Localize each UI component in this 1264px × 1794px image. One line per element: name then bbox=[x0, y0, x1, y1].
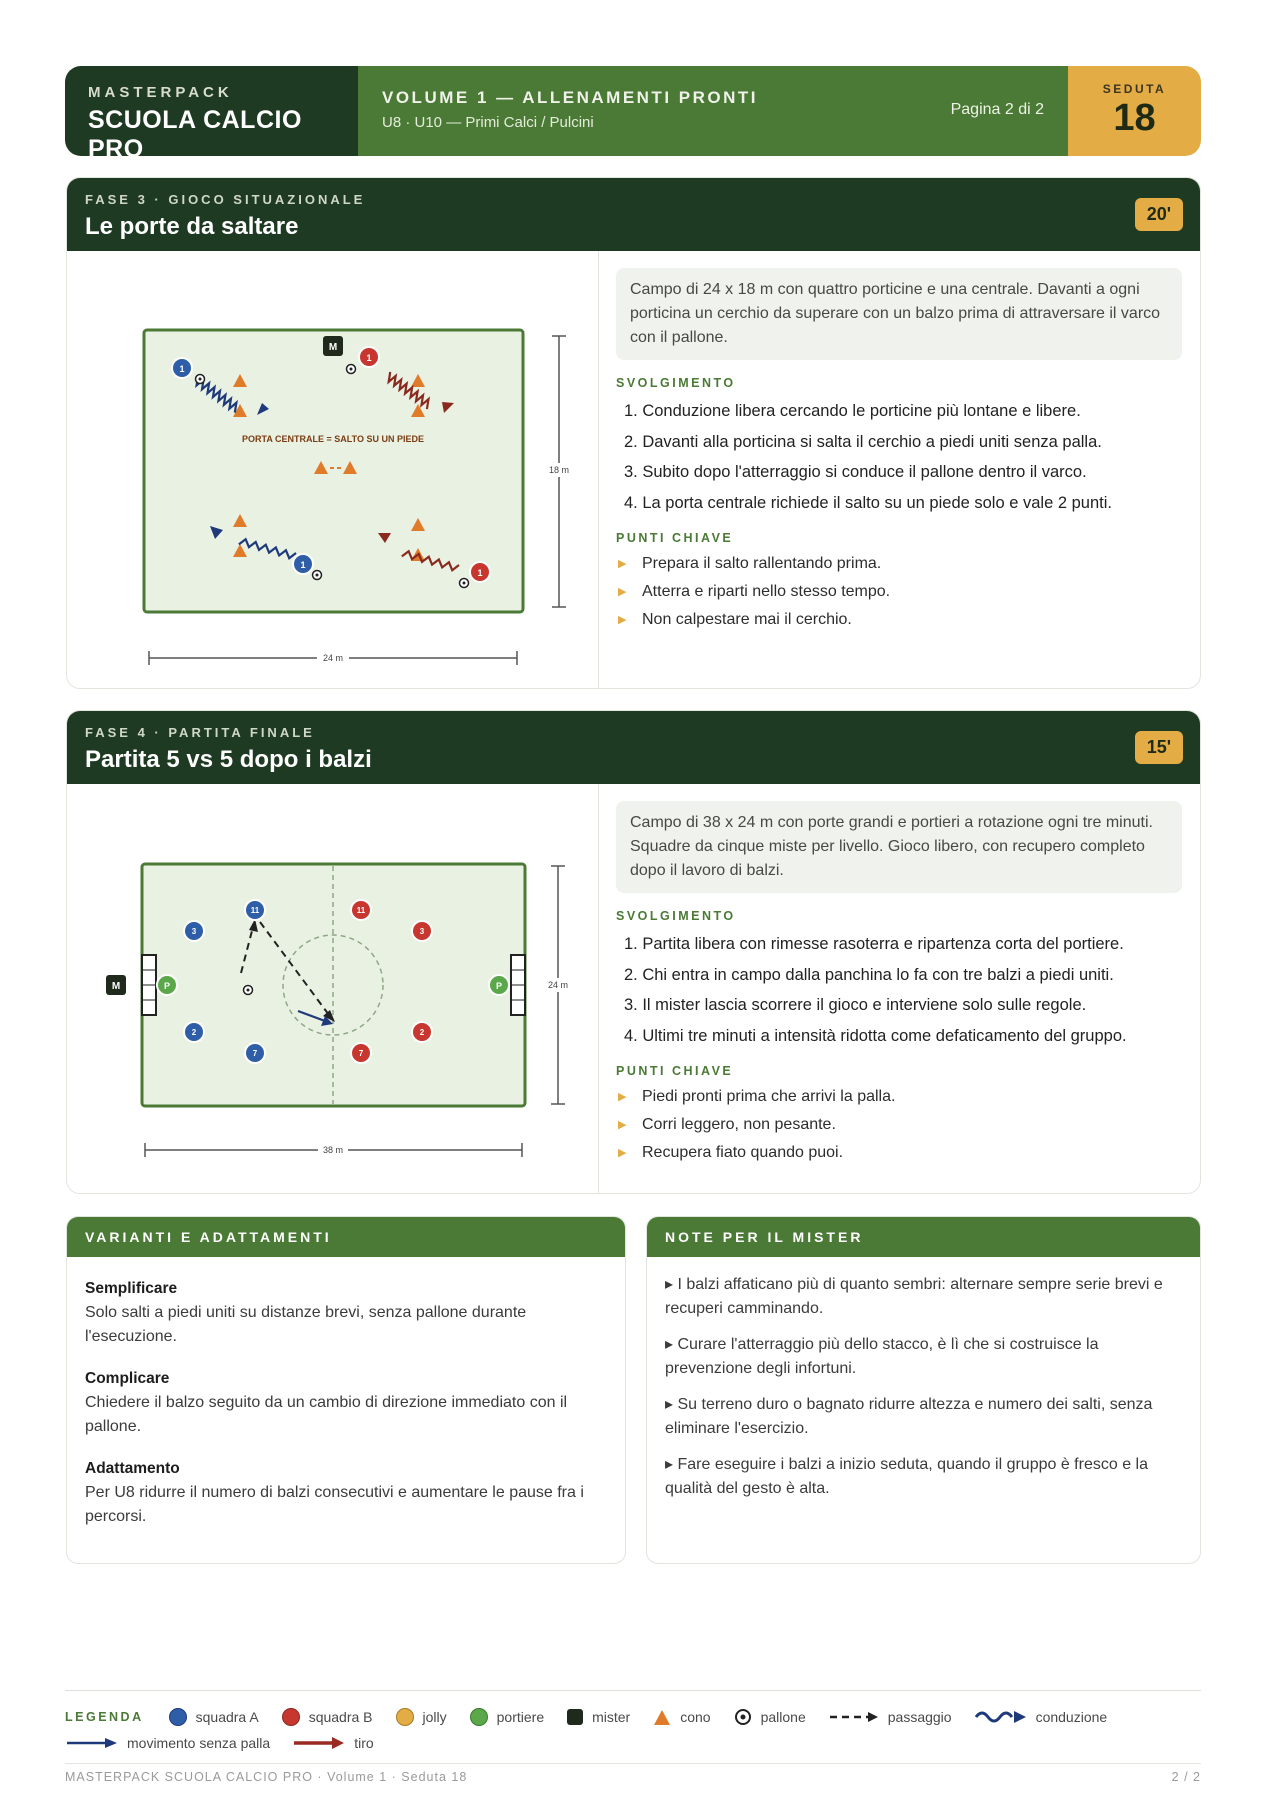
width-label: 38 m bbox=[322, 1145, 344, 1155]
variant-text: Chiedere il balzo seguito da un cambio di direzione immediato con il pallone. bbox=[85, 1394, 568, 1435]
phase-instructions bbox=[599, 251, 1200, 688]
legend-text: conduzione bbox=[1035, 1709, 1108, 1725]
height-label: 24 m bbox=[547, 980, 569, 990]
player-number: 2 bbox=[191, 1028, 197, 1037]
variant-item bbox=[85, 1367, 607, 1439]
session-label: SEDUTA bbox=[1102, 82, 1167, 96]
key-points-list bbox=[616, 550, 1182, 634]
key-point-text: Non calpestare mai il cerchio. bbox=[642, 611, 852, 628]
player-number: 7 bbox=[252, 1049, 258, 1058]
variant-text: Solo salti a piedi uniti su distanze brevi, senza pallone durante l'esecuzione. bbox=[85, 1304, 527, 1345]
player-number: 2 bbox=[419, 1028, 425, 1037]
player-number: 1 bbox=[477, 568, 483, 578]
step-item: 4. La porta centrale richiede il salto su un piede solo e vale 2 punti. bbox=[624, 493, 1112, 512]
player-number: 7 bbox=[358, 1049, 364, 1058]
variant-title: Adattamento bbox=[85, 1460, 180, 1477]
bullet-triangle-icon: ▶ bbox=[618, 1119, 627, 1131]
ball-icon bbox=[733, 1707, 753, 1727]
legend-text: cono bbox=[680, 1709, 711, 1725]
notes-heading: NOTE PER IL MISTER bbox=[647, 1217, 1200, 1257]
steps-list bbox=[616, 929, 1182, 1051]
phase-card-4 bbox=[66, 710, 1201, 1194]
coach-icon bbox=[566, 1708, 584, 1726]
team-a-icon bbox=[168, 1707, 188, 1727]
field-diagram-svg bbox=[67, 251, 599, 689]
legend-item bbox=[469, 1707, 544, 1727]
goalkeeper-label: P bbox=[163, 981, 171, 991]
note-item: ▸ Curare l'atterraggio più dello stacco, è lì che si costruisce la prevenzione degli infortuni. bbox=[665, 1336, 1099, 1377]
field-diagram bbox=[67, 784, 599, 1193]
center-note: PORTA CENTRALE = SALTO SU UN PIEDE bbox=[242, 434, 424, 444]
legend-item bbox=[828, 1709, 952, 1725]
keys-heading: PUNTI CHIAVE bbox=[616, 1064, 734, 1078]
session-number: 18 bbox=[1113, 97, 1156, 139]
brand-top: MASTERPACK bbox=[88, 84, 233, 101]
dribble-wave-icon bbox=[974, 1708, 1028, 1726]
phase-header bbox=[67, 178, 1200, 251]
step-item: 4. Ultimi tre minuti a intensità ridotta come defaticamento del gruppo. bbox=[624, 1026, 1127, 1045]
phase-title: Le porte da saltare bbox=[85, 213, 299, 240]
key-point bbox=[616, 578, 1182, 606]
footer-left: MASTERPACK SCUOLA CALCIO PRO · Volume 1 · Seduta 18 bbox=[65, 1770, 468, 1784]
step-item: 1. Partita libera con rimesse rasoterra e ripartenza corta del portiere. bbox=[624, 935, 1124, 953]
bullet-triangle-icon: ▶ bbox=[618, 614, 627, 626]
variant-item bbox=[85, 1277, 607, 1349]
player-number: 1 bbox=[366, 353, 372, 363]
player-number: 11 bbox=[356, 906, 366, 915]
phase-description: Campo di 38 x 24 m con porte grandi e portieri a rotazione ogni tre minuti. Squadre da cinque miste per livello. Gioco libero, con recupero completo dopo il lavoro di balzi. bbox=[616, 801, 1182, 893]
player-number: 3 bbox=[419, 927, 425, 936]
legend-text: movimento senza palla bbox=[127, 1735, 271, 1751]
variant-title: Complicare bbox=[85, 1370, 170, 1387]
key-point-text: Recupera fiato quando puoi. bbox=[642, 1144, 844, 1161]
keys-heading: PUNTI CHIAVE bbox=[616, 531, 734, 545]
goalkeeper-icon bbox=[469, 1707, 489, 1727]
legend-text: portiere bbox=[496, 1709, 545, 1725]
variant-title: Semplificare bbox=[85, 1280, 178, 1297]
legend-text: jolly bbox=[422, 1709, 447, 1725]
key-point-text: Piedi pronti prima che arrivi la palla. bbox=[642, 1088, 896, 1105]
key-point-text: Prepara il salto rallentando prima. bbox=[642, 555, 882, 572]
bullet-triangle-icon: ▶ bbox=[618, 586, 627, 598]
variants-card bbox=[66, 1216, 626, 1564]
phase-description: Campo di 24 x 18 m con quattro porticine e una centrale. Davanti a ogni porticina un cerchio da superare con un balzo prima di attraversare il varco con il pallone. bbox=[616, 268, 1182, 360]
steps-heading: SVOLGIMENTO bbox=[616, 909, 736, 923]
coach-label: M bbox=[328, 342, 338, 353]
phase-kicker: FASE 4 · PARTITA FINALE bbox=[85, 725, 315, 740]
page-footer bbox=[65, 1763, 1201, 1784]
key-point bbox=[616, 1083, 1182, 1111]
legend-text: squadra B bbox=[308, 1709, 373, 1725]
phase-duration-badge: 15' bbox=[1135, 731, 1183, 764]
note-item: ▸ I balzi affaticano più di quanto sembri: alternare sempre serie brevi e recuperi camminando. bbox=[665, 1276, 1163, 1317]
player-number: 1 bbox=[300, 560, 306, 570]
legend-item bbox=[292, 1735, 373, 1751]
note-item: ▸ Su terreno duro o bagnato ridurre altezza e numero dei salti, senza eliminare l'esercizio. bbox=[665, 1396, 1153, 1437]
step-item: 2. Davanti alla porticina si salta il cerchio a piedi uniti senza palla. bbox=[624, 432, 1102, 451]
run-arrow-icon bbox=[65, 1736, 119, 1750]
phase-title: Partita 5 vs 5 dopo i balzi bbox=[85, 746, 372, 773]
key-point bbox=[616, 1139, 1182, 1167]
player-number: 3 bbox=[191, 927, 197, 936]
player-number: 11 bbox=[250, 906, 260, 915]
session-block bbox=[1068, 66, 1201, 156]
height-label: 18 m bbox=[548, 465, 570, 475]
note-item: ▸ Fare eseguire i balzi a inizio seduta, quando il gruppo è fresco e la qualità del gesto è alta. bbox=[665, 1456, 1148, 1497]
pass-arrow-icon bbox=[828, 1710, 880, 1724]
legend-text: pallone bbox=[760, 1709, 806, 1725]
page-indicator: Pagina 2 di 2 bbox=[950, 101, 1044, 118]
key-point-text: Atterra e riparti nello stesso tempo. bbox=[642, 583, 891, 600]
variant-text: Per U8 ridurre il numero di balzi consecutivi e aumentare le pause fra i percorsi. bbox=[85, 1484, 584, 1525]
cone-icon bbox=[652, 1708, 672, 1726]
phase-kicker: FASE 3 · GIOCO SITUAZIONALE bbox=[85, 192, 366, 207]
step-item: 1. Conduzione libera cercando le porticine più lontane e libere. bbox=[624, 402, 1081, 420]
step-item: 3. Il mister lascia scorrere il gioco e interviene solo sulle regole. bbox=[624, 996, 1087, 1014]
legend-label: LEGENDA bbox=[65, 1710, 144, 1724]
steps-list bbox=[616, 396, 1182, 518]
key-points-list bbox=[616, 1083, 1182, 1167]
legend-item bbox=[65, 1735, 270, 1751]
phase-header bbox=[67, 711, 1200, 784]
jolly-icon bbox=[395, 1707, 415, 1727]
footer-page-number: 2 / 2 bbox=[1171, 1770, 1201, 1784]
brand-block bbox=[65, 66, 358, 156]
legend-item bbox=[395, 1707, 447, 1727]
legend-item bbox=[168, 1707, 259, 1727]
variants-heading: VARIANTI E ADATTAMENTI bbox=[67, 1217, 625, 1257]
bullet-triangle-icon: ▶ bbox=[618, 1147, 627, 1159]
key-point bbox=[616, 550, 1182, 578]
legend-item bbox=[281, 1707, 373, 1727]
shot-arrow-icon bbox=[292, 1736, 346, 1750]
field-diagram-svg bbox=[67, 784, 599, 1194]
phase-instructions bbox=[599, 784, 1200, 1193]
brand-title: SCUOLA CALCIO PRO bbox=[88, 106, 302, 156]
team-b-icon bbox=[281, 1707, 301, 1727]
step-item: 3. Subito dopo l'atterraggio si conduce il pallone dentro il varco. bbox=[624, 463, 1087, 481]
bullet-triangle-icon: ▶ bbox=[618, 1091, 627, 1103]
steps-heading: SVOLGIMENTO bbox=[616, 376, 736, 390]
legend-item bbox=[733, 1707, 806, 1727]
key-point bbox=[616, 606, 1182, 634]
volume-block bbox=[358, 66, 1068, 156]
step-item: 2. Chi entra in campo dalla panchina lo fa con tre balzi a piedi uniti. bbox=[624, 965, 1114, 984]
pitch bbox=[144, 330, 523, 612]
legend-item bbox=[566, 1708, 630, 1726]
coach-notes-card bbox=[646, 1216, 1201, 1564]
page-header bbox=[65, 66, 1201, 156]
key-point-text: Corri leggero, non pesante. bbox=[642, 1116, 836, 1133]
legend-item bbox=[974, 1708, 1108, 1726]
phase-card-3 bbox=[66, 177, 1201, 689]
legend-item bbox=[652, 1708, 710, 1726]
player-number: 1 bbox=[179, 364, 185, 374]
legend-text: passaggio bbox=[887, 1709, 952, 1725]
goalkeeper-label: P bbox=[495, 981, 503, 991]
phase-duration-badge: 20' bbox=[1135, 198, 1183, 231]
variant-item bbox=[85, 1457, 607, 1529]
key-point bbox=[616, 1111, 1182, 1139]
bullet-triangle-icon: ▶ bbox=[618, 558, 627, 570]
volume-title: VOLUME 1 — ALLENAMENTI PRONTI bbox=[382, 88, 758, 107]
legend-text: squadra A bbox=[195, 1709, 259, 1725]
legend-text: mister bbox=[592, 1709, 631, 1725]
width-label: 24 m bbox=[322, 653, 344, 663]
legend-text: tiro bbox=[354, 1735, 374, 1751]
legend bbox=[65, 1690, 1201, 1756]
field-diagram bbox=[67, 251, 599, 688]
volume-subtitle: U8 · U10 — Primi Calci / Pulcini bbox=[382, 114, 594, 131]
coach-label: M bbox=[111, 981, 121, 992]
